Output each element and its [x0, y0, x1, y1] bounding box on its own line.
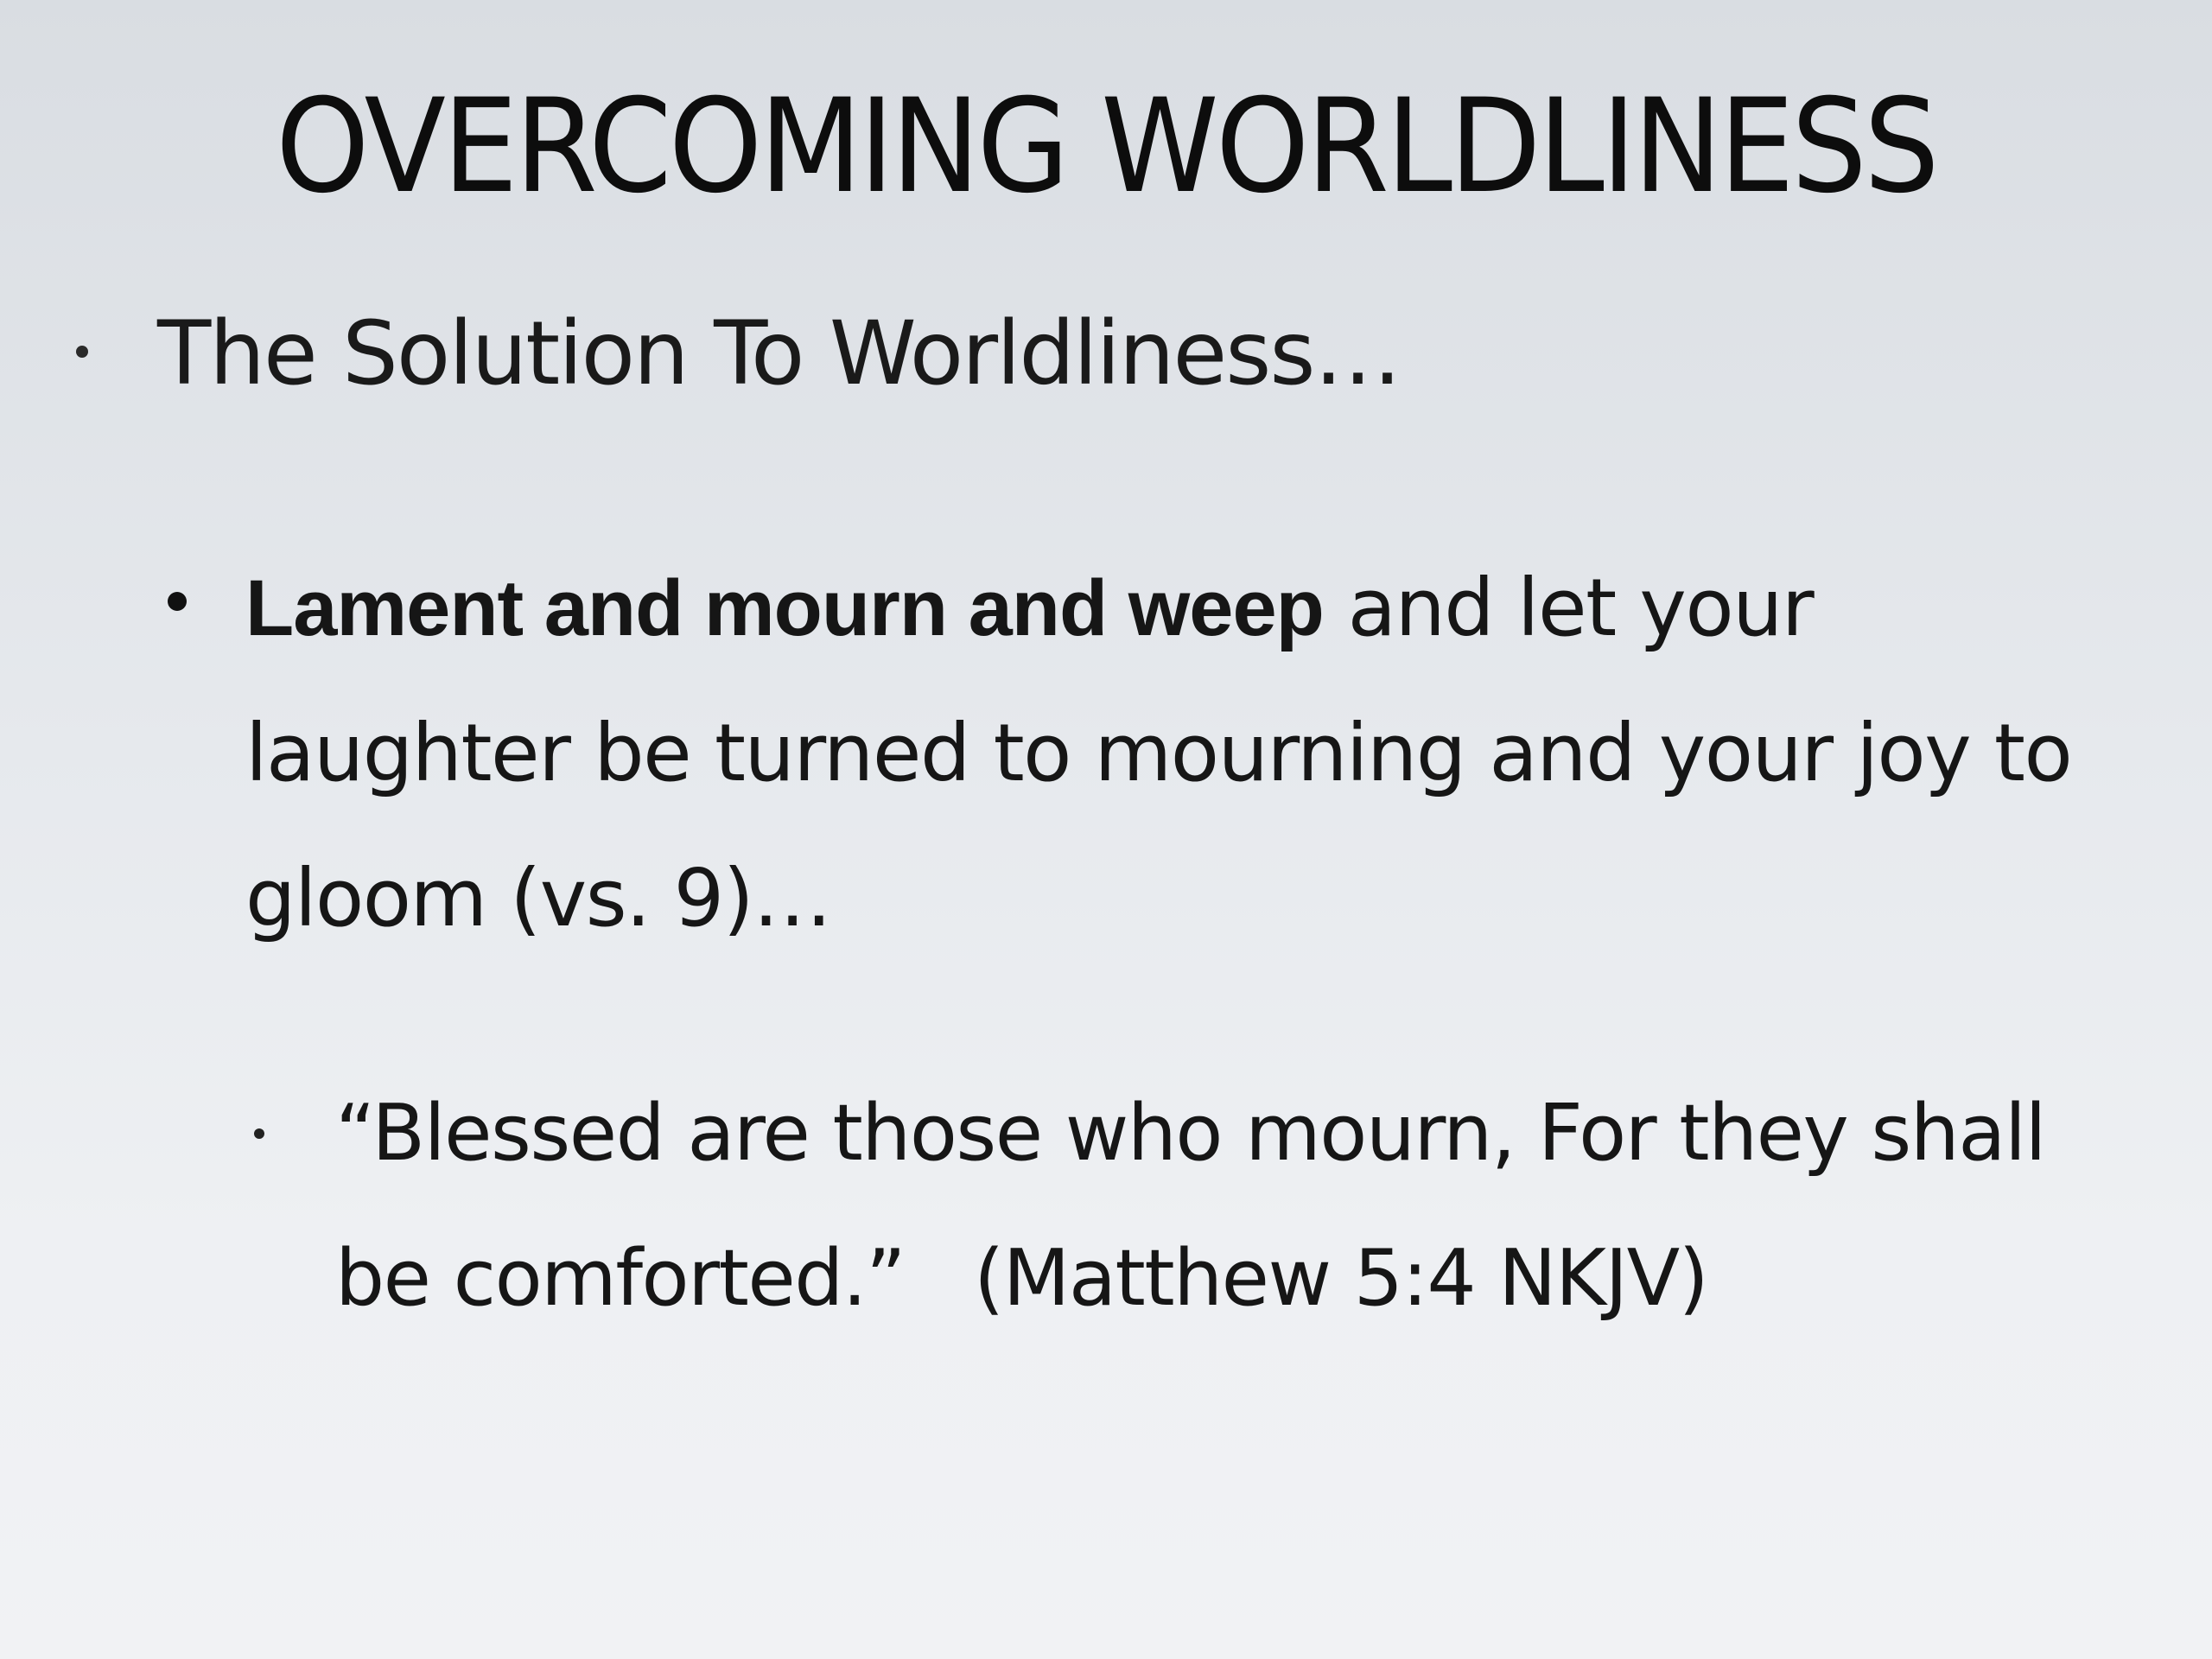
bullet-dot [168, 592, 187, 611]
slide-title: OVERCOMING WORLDLINESS [276, 72, 1936, 222]
bullet-text-quote [335, 1061, 2133, 1351]
bullet-dot [254, 1128, 264, 1139]
bullet-bold-text: Lament and mourn and weep [245, 564, 1324, 652]
bullet-dot [76, 346, 88, 358]
scripture-reference: (Matthew 5:4 NKJV) [974, 1233, 1708, 1324]
scripture-quote: “Blessed are those who mourn, For they shall be comforted.” [335, 1088, 2045, 1324]
bullet-text-solution: The Solution To Worldliness… [157, 302, 1401, 405]
bullet-level-1 [0, 298, 2212, 410]
bullet-rest-text: and let your laughter be turned to mourning and your joy to gloom (vs. 9)… [245, 562, 2072, 944]
bullet-text-lament [245, 536, 2129, 971]
